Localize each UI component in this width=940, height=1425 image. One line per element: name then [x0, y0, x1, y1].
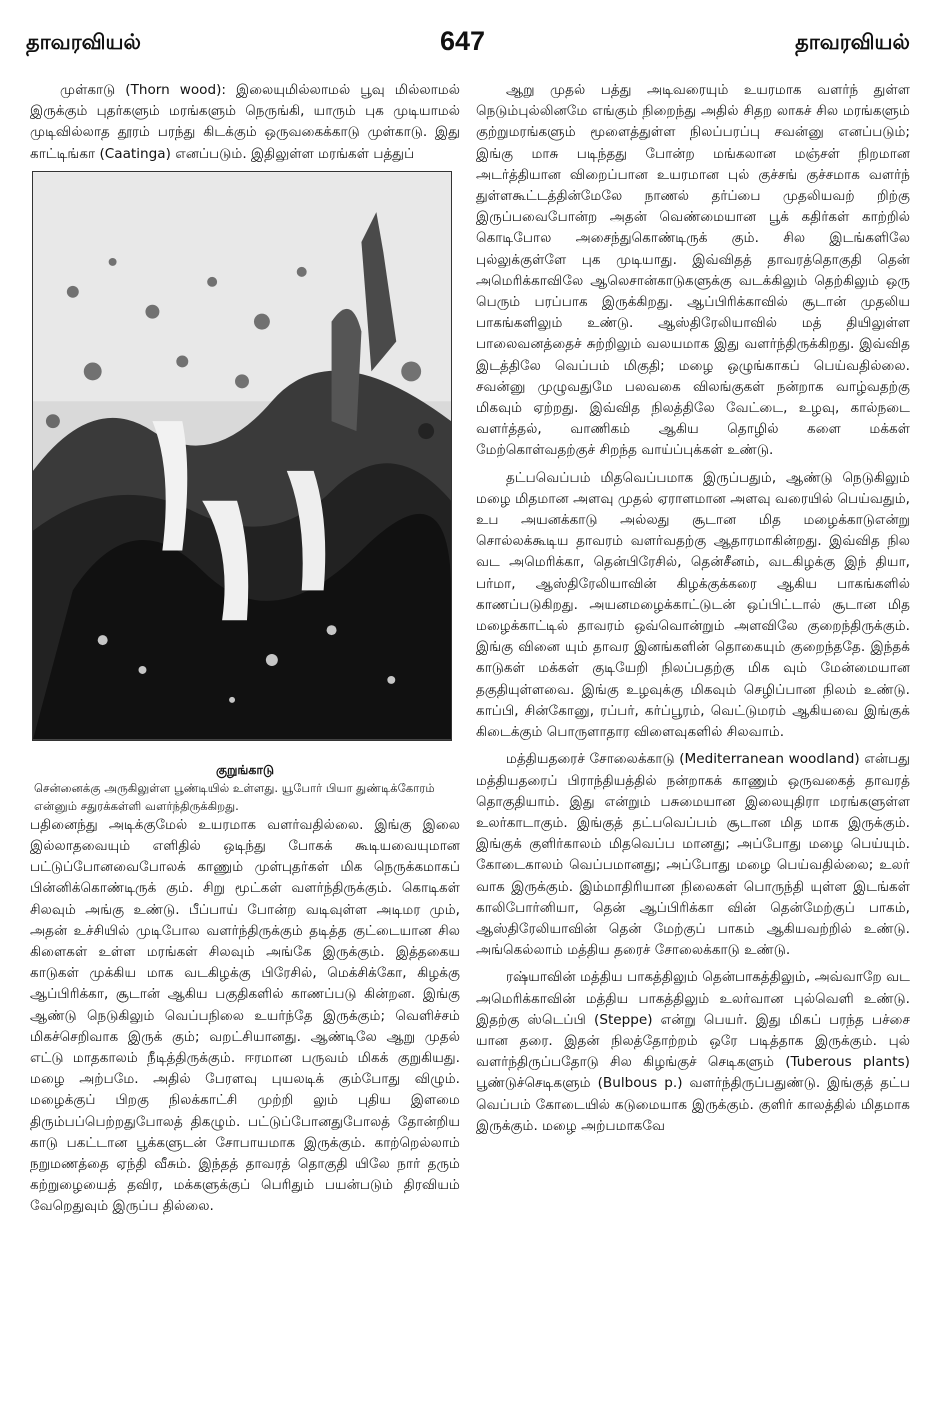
thorn-wood-intro: முள்காடு (Thorn wood): இலையுமில்லாமல் பூவு மில்லாமல் இருக்கும் புதர்களும் மரங்களும் நெருங்கி, யாரும் புக முடியாமல் முடிவில்லாத தூரம் பரந்து கிடக்கும் ஒருவகைக்காடு முள்காடு. இது காட்டிங்கா (Caatinga) எனப்படும். இதிலுள்ள மரங்கள் பத்துப் [30, 82, 460, 162]
running-title-left: தாவரவியல் [26, 30, 141, 54]
figure-caption-text: சென்னைக்கு அருகிலுள்ள பூண்டியில் உள்ளது. யூபோர் பியா துண்டிக்கோரம் என்னும் சதுரக்கள்ளி வளர்ந்திருக்கிறது. [34, 780, 435, 813]
right-column [476, 80, 910, 1137]
figure-caption-title: குறுங்காடு [215, 761, 275, 777]
steppe-paragraph: ரஷ்யாவின் மத்திய பாகத்திலும் தென்பாகத்திலும், அவ்வாறே வட அமெரிக்காவின் மத்திய பாகத்திலும் உலர்வான புல்வெளி உண்டு. இதற்கு ஸ்டெப்பி (Steppe) என்று பெயர். இது மிகப் பரந்த பச்சை யான தரை. இதன் நிலத்தோற்றம் ஒரே படித்தாக இருக்கும். புல் வளர்ந்திருப்பதோடு சில கிழங்குச் செடிகளும் (Tuberous plants) பூண்டுச்செடிகளும் (Bulbous p.) வளர்ந்திருப்பதுண்டு. இங்குத் தட்ப வெப்பம் கோடையில் கடுமையாக இருக்கும். குளிர் காலத்தில் மிதமாக இருக்கும். மழை அற்பமாகவே [476, 969, 910, 1134]
subtropical-forest-paragraph: தட்பவெப்பம் மிதவெப்பமாக இருப்பதும், ஆண்டு நெடுகிலும் மழை மிதமான அளவு முதல் ஏராளமான அளவு வரையில் பெய்வதும், உப அயனக்காடு அல்லது சூடான மித மழைக்காடுஎன்று சொல்லக்கூடிய தாவரம் வளர்வதற்கு ஆதாரமாகின்றது. இவ்வித நில வட அமெரிக்கா, தென்பிரேசில், தென்சீனம், வடகிழக்கு இந் தியா, பர்மா, ஆஸ்திரேலியாவின் கிழக்குக்கரை ஆகிய பாகங்களில் காணப்படுகிறது. அயனமழைக்காட்டுடன் ஒப்பிட்டால் சூடான மித மழைக்காட்டில் தாவரம் ஒவ்வொன்றும் அளவிலே குறைந்திருக்கும். இங்கு வினை யும் தாவர இனங்களின் தொகையும் குறைந்ததே. இந்தக் காடுகள் மக்கள் குடியேறி நிலப்பதற்கு மிக வும் மேன்மையான தகுதியுள்ளவை. இங்கு உழவுக்கு மிகவும் செழிப்பான நிலம் உண்டு. காப்பி, சின்கோனு, ரப்பர், கர்ப்பூரம், வெட்டுமரம் ஆகியவை இங்குக் கிடைக்கும் பொருளாதார விளைவுகளில் சிலவாம். [476, 469, 910, 741]
thorn-wood-continuation: பதினைந்து அடிக்குமேல் உயரமாக வளர்வதில்லை. இங்கு இலை இல்லாதவையும் எளிதில் ஒடிந்து போகக் கூடியவையுமான பட்டுப்போனவைபோலக் காணும் முள்புதர்கள் மிக நெருக்கமாகப் பின்னிக்கொண்டிருக் கும். சிறு மூட்கள் வளர்ந்திருக்கும். கொடிகள் சிலவும் அங்கு உண்டு. பீப்பாய் போன்ற வடிவுள்ள அடிமர மும், அதன் உச்சியில் முடிபோல வளர்ந்திருக்கும் தடித்த குட்டையான சில கிளைகள் உள்ள மரங்கள் சிலவும் அங்கே இருக்கும். இத்தகைய காடுகள் முக்கிய மாக வடகிழக்கு பிரேசில், மெக்சிக்கோ, கிழக்கு ஆப்பிரிக்கா, சூடான் ஆகிய பகுதிகளில் காணப்படு கின்றன. இங்கு ஆண்டு நெடுகிலும் வெப்பநிலை உயர்ந்தே இருக்கும்; வெளிச்சம் மிகச்செறிவாக இருக் கும்; வறட்சியானது. ஆண்டிலே ஆறு முதல் எட்டு மாதகாலம் நீடித்திருக்கும். ஈரமான பருவம் மிகக் குறுகியது. மழை அற்பமே. அதில் பேரளவு புயலடிக் கும்போது விழும். மழைக்குப் பிறகு நிலக்காட்சி முற்றி லும் புதிய இளமை திரும்பப்பெற்றதுபோலத் திகழும். பட்டுப்போனதுபோலத் தோன்றிய காடு பகட்டான பூக்களுடன் சோபாயமாக இருக்கும். காற்றெல்லாம் நறுமணத்தை ஏந்தி வீசும். இந்தத் தாவரத் தொகுதி யிலே நார் தரும் கற்றுழையைத் தவிர, மக்களுக்குப் பெரிதும் பயன்படும் திரவியம் வேறெதுவும் இருப்ப தில்லை. [30, 816, 460, 1215]
left-column [30, 80, 460, 1218]
page-number: 647 [440, 26, 486, 56]
page-header [0, 22, 940, 62]
scrub-forest-photo [32, 171, 452, 741]
mediterranean-woodland-paragraph: மத்தியதரைச் சோலைக்காடு (Mediterranean woodland) என்பது மத்தியதரைப் பிராந்தியத்தில் நன்றாகக் காணும் ஒருவகைத் தாவரத் தொகுதியாம். இது என்றும் பசுமையான இலையுதிரா மரங்களுள்ள உலர்காடாகும். இங்குத் தட்பவெப்பம் சூடான மித மாக இருக்கும். இங்குக் குளிர்காலம் மிதவெப்ப மானது; அப்போது மழை பெய்யும். கோடைகாலம் வெப்பமானது; அப்போது மழை பெய்வதில்லை; உலர் வாக இருக்கும். இம்மாதிரியான நிலைகள் பொருந்தி யுள்ள இடங்கள் காலிபோர்னியா, தென் ஆப்பிரிக்கா வின் தென்மேற்குப் பாகம், ஆஸ்திரேலியாவின் தென் மேற்குப் பாகம் ஆகியவற்றில் உண்டு. அங்கெல்லாம் மத்திய தரைச் சோலைக்காடு உண்டு. [476, 751, 910, 959]
figure [30, 171, 460, 815]
savanna-paragraph: ஆறு முதல் பத்து அடிவரையும் உயரமாக வளர்ந் துள்ள நெடும்புல்லினமே எங்கும் நிறைந்து அதில் சிதற லாகச் சில மரங்களும் குற்றுமரங்களும் மூளைத்துள்ள நிலப்பரப்பு சவன்னு எனப்படும்; இங்கு மாசு படிந்தது போன்ற மங்கலான மஞ்சள் நிறமான அடர்த்தியான விறைப்பான உயரமான புல் குச்சங் குச்சமாக வளர்ந் துள்ளகூட்டத்தின்மேலே நாணல் தர்ப்பை முதலியவற் றிற்கு இருப்பவைபோன்ற அதன் வெண்மையான பூக் கதிர்கள் காற்றில் கொடிபோல அசைந்துகொண்டிருக் கும். சில இடங்களிலே புல்லுக்குள்ளே புக முடியாது. இவ்விதத் தாவரத்தொகுதி தென் அமெரிக்காவிலே ஆலெசான்காடுகளுக்கு வடக்கிலும் தெற்கிலும் ஒரு பெரும் பரப்பாக இருக்கிறது. ஆப்பிரிக்காவில் சூடான் முதலிய பாகங்களிலும் உண்டு. ஆஸ்திரேலியாவில் மத் தியிலுள்ள பாலைவனத்தைச் சுற்றிலும் வலயமாக இது வளர்ந்திருக்கிறது. இவ்வித இடத்திலே வெப்பம் மிகுதி; மழை ஒழுங்காகப் பெய்வதில்லை. சவன்னு முழுவதுமே பலவகை விலங்குகள் நன்றாக வாழ்வதற்கு மிகவும் ஏற்றது. இவ்வித நிலத்திலே வேட்டை, உழவு, கால்நடை வளர்த்தல், வாணிகம் ஆகிய தொழில் களை மக்கள் மேற்கொள்வதற்குச் சிறந்த வாய்ப்புக்கள் உண்டு. [476, 82, 910, 459]
running-title-right: தாவரவியல் [795, 30, 910, 54]
